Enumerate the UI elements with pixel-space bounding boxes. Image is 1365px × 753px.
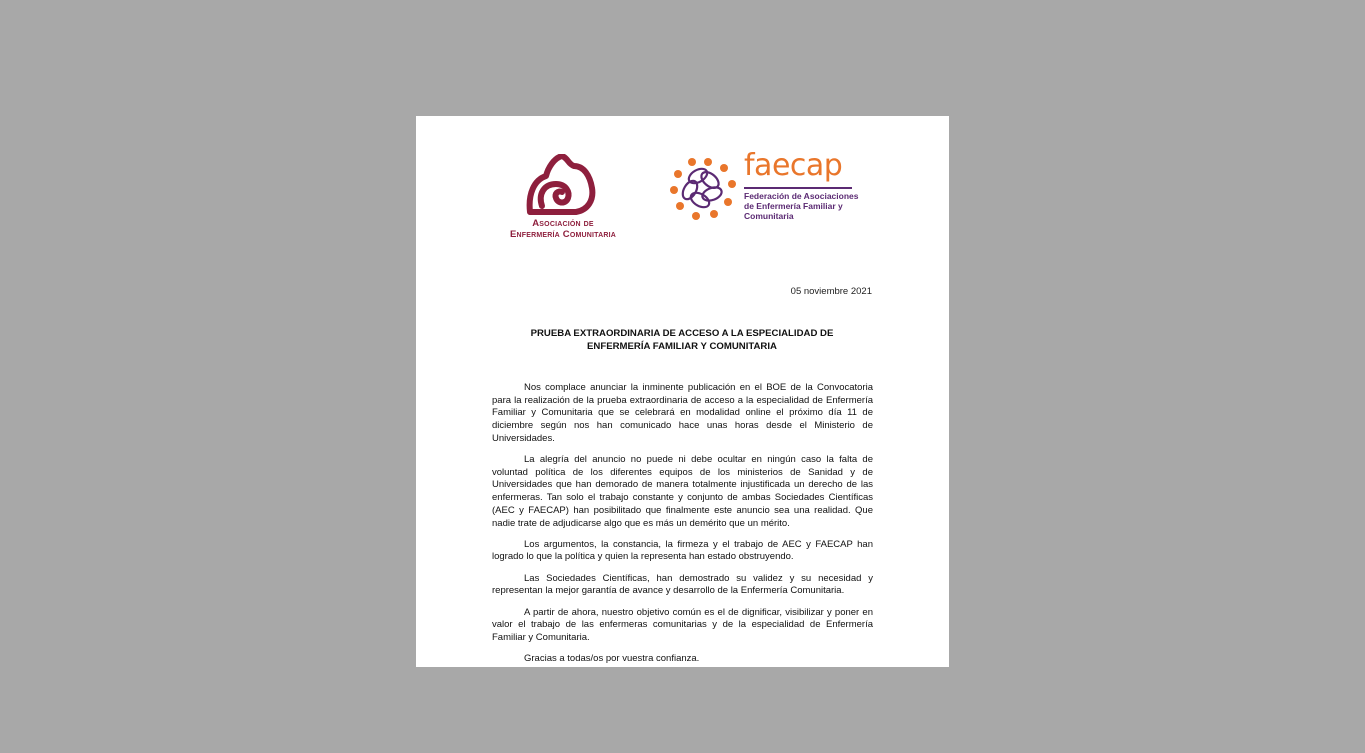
paragraph: Nos complace anunciar la inminente publicación en el BOE de la Convocatoria para la realización de la prueba extraordinaria de acceso a la especialidad de Enfermería Familiar y Comunitaria que se celebrará en modalidad online el próximo día 11 de diciembre según nos han comunicado hace unas horas desde el Ministerio de Universidades. — [492, 382, 873, 444]
aec-spiral-icon — [524, 154, 602, 216]
faecap-underline — [744, 187, 852, 189]
title-line-1: PRUEBA EXTRAORDINARIA DE ACCESO A LA ESPECIALIDAD DE — [530, 328, 834, 339]
paragraph: Las Sociedades Científicas, han demostrado su validez y su necesidad y representan la mejor garantía de avance y desarrollo de la Enfermería Comunitaria. — [492, 572, 873, 597]
aec-name-line2: Enfermería Comunitaria — [509, 229, 617, 240]
document-title — [492, 327, 872, 353]
title-line-2: ENFERMERÍA FAMILIAR Y COMUNITARIA — [587, 341, 777, 352]
faecap-subtitle: Federación de Asociaciones de Enfermería Familiar y Comunitaria — [744, 191, 859, 221]
aec-name-line1: Asociación de — [532, 218, 594, 229]
document-date: 05 noviembre 2021 — [790, 286, 872, 297]
faecap-circle-icon — [668, 156, 742, 222]
document-page — [416, 116, 949, 667]
paragraph: A partir de ahora, nuestro objetivo común es el de dignificar, visibilizar y poner en valor el trabajo de las enfermeras comunitarias y de la especialidad de Enfermería Familiar y Comunitaria. — [492, 606, 873, 643]
paragraph: Gracias a todas/os por vuestra confianza. — [524, 653, 700, 665]
document-body — [492, 382, 873, 667]
aec-logo — [498, 154, 628, 244]
paragraph: Los argumentos, la constancia, la firmeza y el trabajo de AEC y FAECAP han logrado lo que la política y quien la representa han estado obstruyendo. — [492, 538, 873, 563]
faecap-logo — [668, 148, 868, 229]
aec-name — [498, 218, 628, 240]
faecap-name: faecap — [744, 148, 843, 183]
paragraph: La alegría del anuncio no puede ni debe ocultar en ningún caso la falta de voluntad política de los diferentes equipos de los ministerios de Sanidad y de Universidades que han demorado de manera totalmente injustificada un derecho de las enfermeras. Tan solo el trabajo constante y conjunto de ambas Sociedades Científicas (AEC y FAECAP) han posibilitado que finalmente este anuncio sea una realidad. Que nadie trate de adjudicarse algo que es más un demérito que un mérito. — [492, 454, 873, 529]
